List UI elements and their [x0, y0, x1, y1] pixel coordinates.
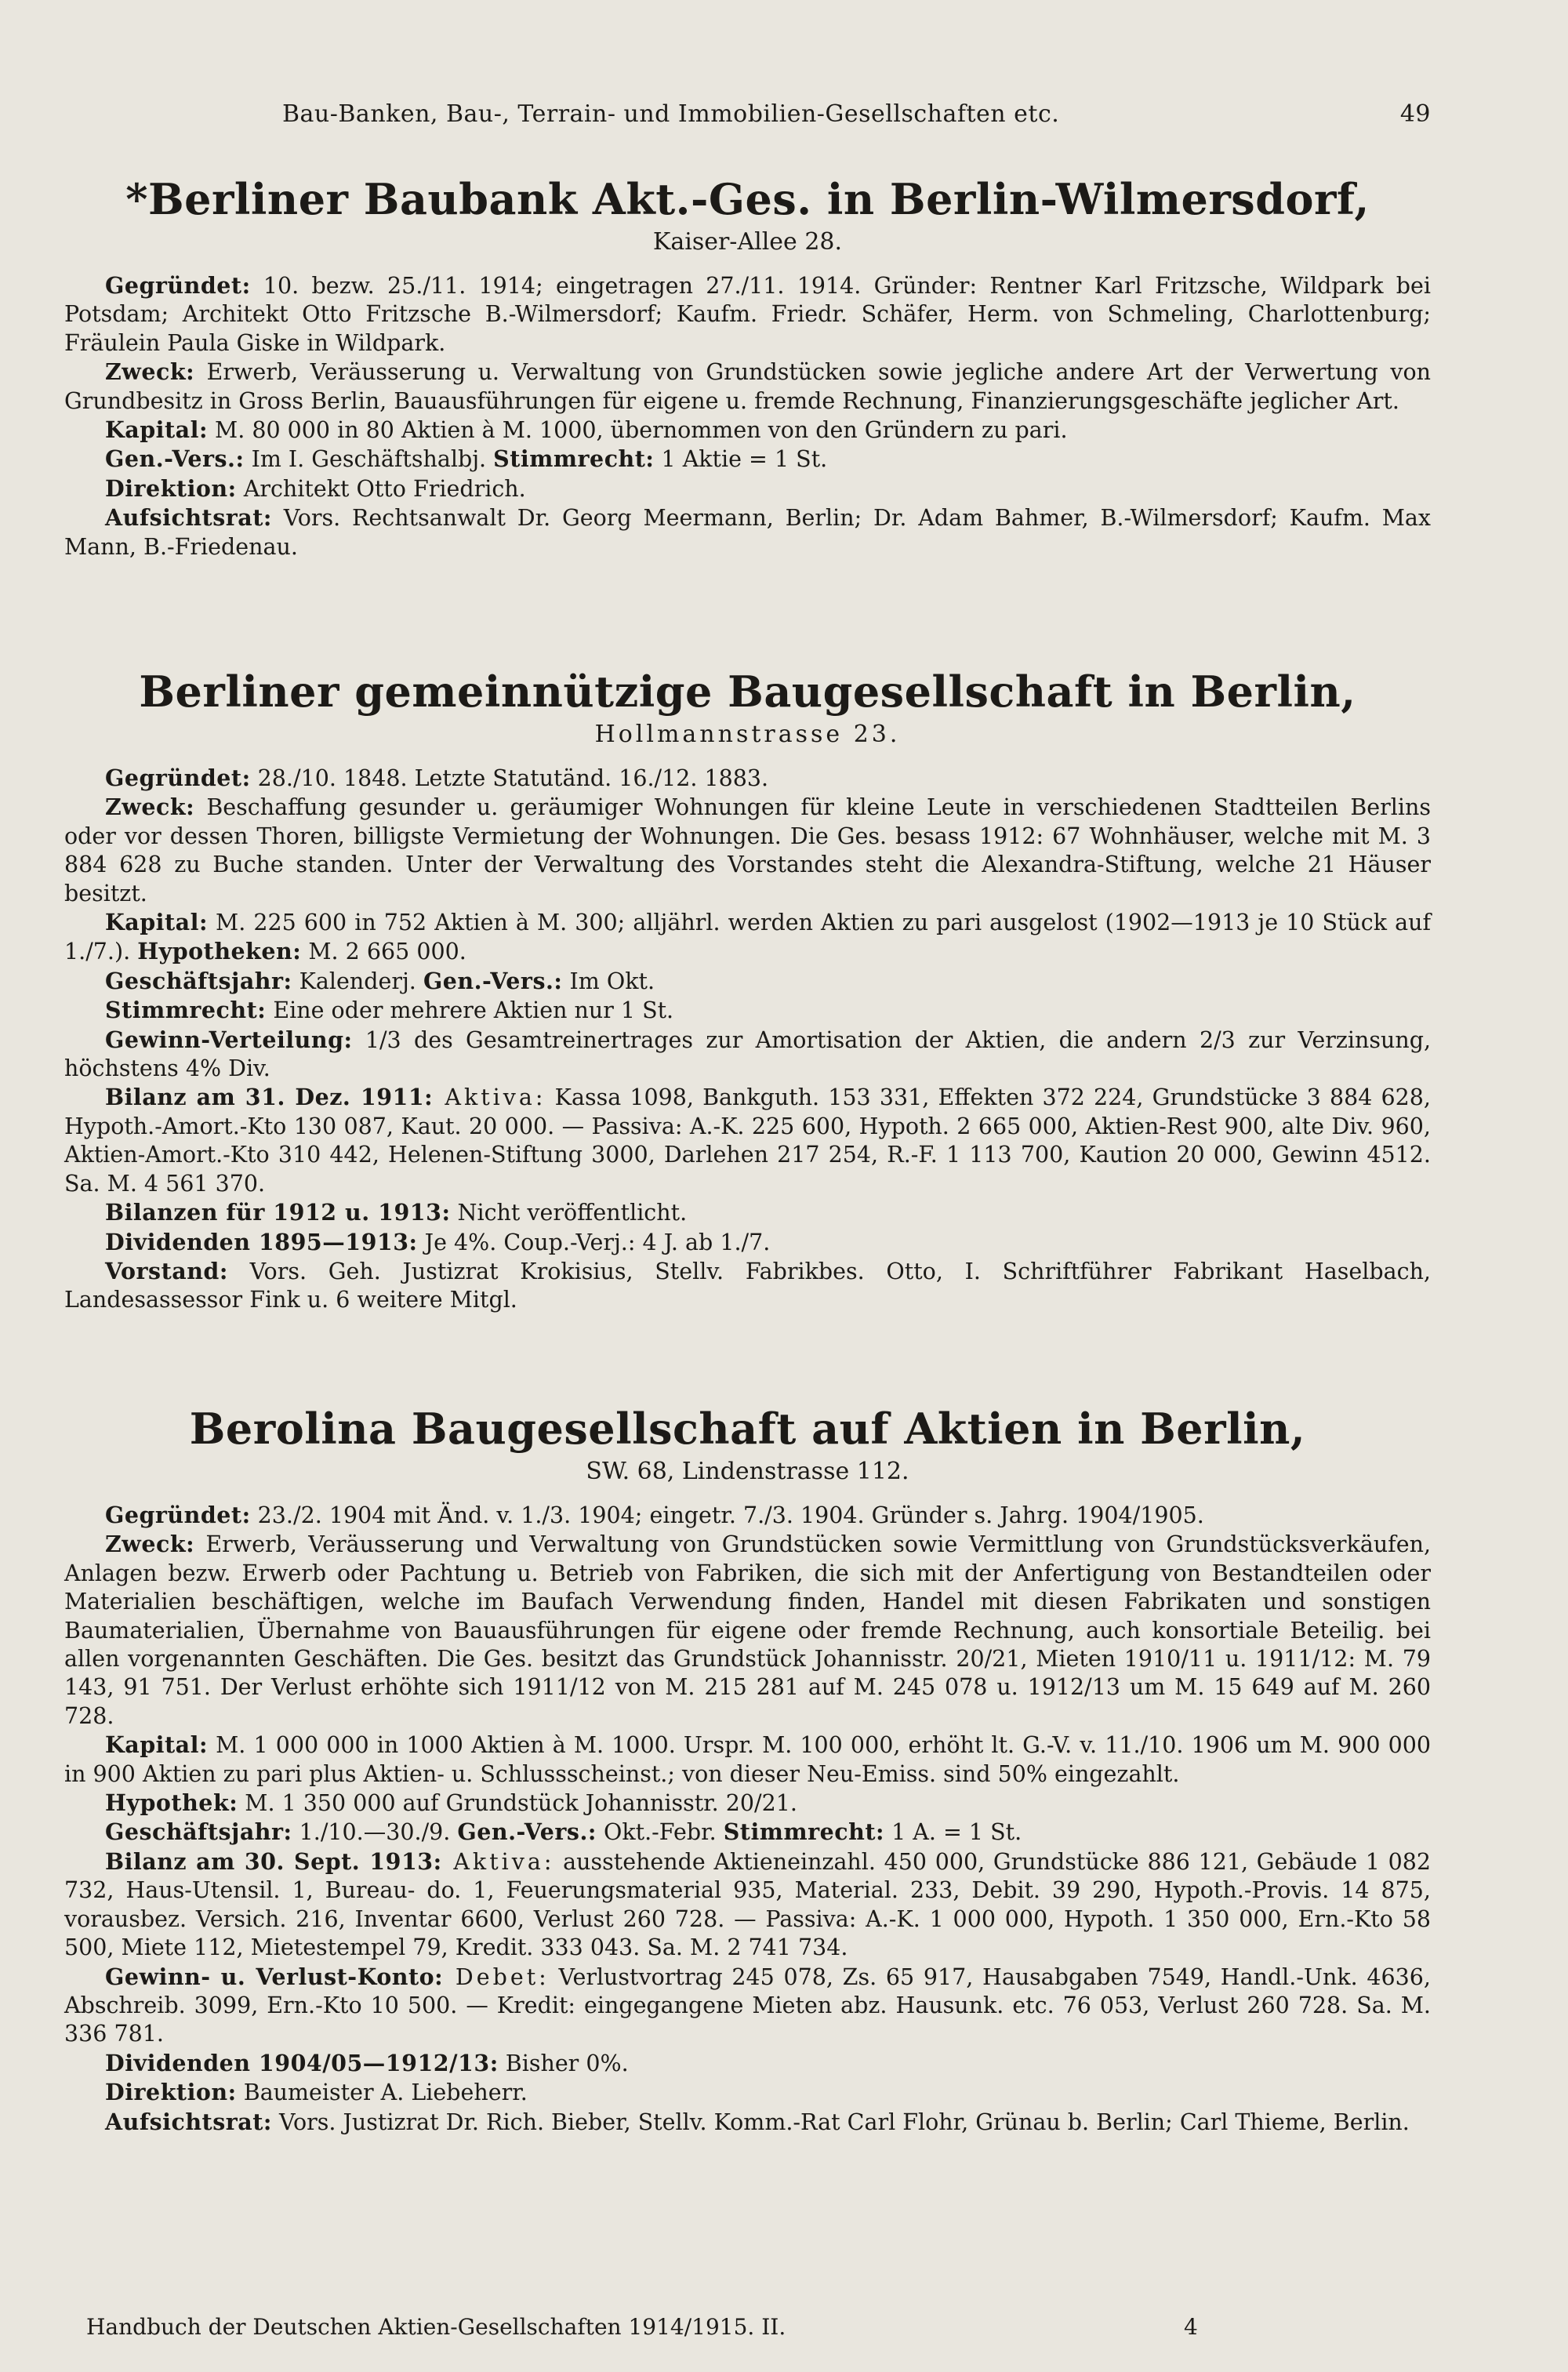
entry-paragraph: Zweck: Erwerb, Veräusserung und Verwaltung von Grundstücken sowie Vermittlung von Grundstücksverkäufen, Anlagen bezw. Erwerb oder Pachtung u. Betrieb von Fabriken, die sich mit der Anfertigung von Bestandteilen oder Materialien beschäftigen, welche im Baufach Verwendung finden, Handel mit diesen Fabrikaten und sonstigen Baumaterialien, Übernahme von Bauausführungen für eigene oder fremde Rechnung, auch konsortiale Beteilig. bei allen vorgenannten Geschäften. Die Ges. besitzt das Grundstück Johannisstr. 20/21, Mieten 1910/11 u. 1911/12: M. 79 143, 91 751. Der Verlust erhöhte sich 1911/12 von M. 215 281 auf M. 245 078 u. 1912/13 um M. 15 649 auf M. 260 728. [64, 1531, 1431, 1729]
entry-paragraph: Dividenden 1895—1913: Je 4%. Coup.-Verj.: 4 J. ab 1./7. [105, 1228, 771, 1255]
entry-paragraph: Kapital: M. 1 000 000 in 1000 Aktien à M. 1000. Urspr. M. 100 000, erhöht lt. G.-V. v. 11./10. 1906 um M. 900 000 in 900 Aktien zu pari plus Aktien- u. Schlussscheinst.; von dieser Neu-Emiss. sind 50% eingezahlt. [64, 1731, 1431, 1787]
company-address: Hollmannstrasse 23. [594, 721, 901, 748]
page-number: 49 [1399, 100, 1431, 128]
running-head [282, 100, 1431, 128]
company-address: Kaiser-Allee 28. [652, 228, 843, 256]
entry-paragraph: Gegründet: 10. bezw. 25./11. 1914; eingetragen 27./11. 1914. Gründer: Rentner Karl Fritzsche, Wildpark bei Potsdam; Architekt Otto Fritzsche B.-Wilmersdorf; Kaufm. Friedr. Schäfer, Herm. von Schmeling, Charlottenburg; Fräulein Paula Giske in Wildpark. [64, 272, 1431, 356]
entry-paragraph: Gewinn- u. Verlust-Konto: Debet: Verlustvortrag 245 078, Zs. 65 917, Hausabgaben 7549, Handl.-Unk. 4636, Abschreib. 3099, Ern.-Kto 10 500. — Kredit: eingegangene Mieten abz. Hausunk. etc. 76 053, Verlust 260 728. Sa. M. 336 781. [64, 1963, 1431, 2047]
entry-paragraph: Vorstand: Vors. Geh. Justizrat Krokisius, Stellv. Fabrikbes. Otto, I. Schriftführer Fabrikant Haselbach, Landesassessor Fink u. 6 weitere Mitgl. [64, 1257, 1431, 1313]
company-entry-berolina [64, 1404, 1431, 2137]
entry-paragraph: Gegründet: 23./2. 1904 mit Änd. v. 1./3. 1904; eingetr. 7./3. 1904. Gründer s. Jahrg. 1904/1905. [105, 1502, 1204, 1528]
entry-paragraph: Gen.-Vers.: Im I. Geschäftshalbj. Stimmrecht: 1 Aktie = 1 St. [105, 445, 828, 473]
entry-paragraph: Hypothek: M. 1 350 000 auf Grundstück Johannisstr. 20/21. [105, 1789, 797, 1817]
entry-paragraph: Zweck: Beschaffung gesunder u. geräumiger Wohnungen für kleine Leute in verschiedenen Stadtteilen Berlins oder vor dessen Thoren, billigste Vermietung der Wohnungen. Die Ges. besass 1912: 67 Wohnhäuser, welche mit M. 3 884 628 zu Buche standen. Unter der Verwaltung des Vorstandes steht die Alexandra-Stiftung, welche 21 Häuser besitzt. [64, 794, 1431, 906]
entry-paragraph: Kapital: M. 225 600 in 752 Aktien à M. 300; alljährl. werden Aktien zu pari ausgelost (1902—1913 je 10 Stück auf 1./7.). Hypotheken: M. 2 665 000. [64, 909, 1431, 965]
company-title: Berolina Baugesellschaft auf Aktien in Berlin, [189, 1404, 1306, 1454]
entry-paragraph: Stimmrecht: Eine oder mehrere Aktien nur 1 St. [105, 997, 674, 1024]
footer-title: Handbuch der Deutschen Aktien-Gesellschaften 1914/1915. II. [86, 2314, 786, 2340]
entry-paragraph: Bilanzen für 1912 u. 1913: Nicht veröffentlicht. [105, 1199, 688, 1226]
entry-paragraph: Gewinn-Verteilung: 1/3 des Gesamtreinertrages zur Amortisation der Aktien, die andern 2/3 zur Verzinsung, höchstens 4% Div. [64, 1026, 1431, 1082]
company-title: Berliner gemeinnützige Baugesellschaft in Berlin, [139, 667, 1356, 717]
entry-paragraph: Geschäftsjahr: Kalenderj. Gen.-Vers.: Im Okt. [105, 967, 655, 994]
entry-paragraph: Geschäftsjahr: 1./10.—30./9. Gen.-Vers.: Okt.-Febr. Stimmrecht: 1 A. = 1 St. [105, 1818, 1022, 1846]
entry-paragraph: Gegründet: 28./10. 1848. Letzte Statutänd. 16./12. 1883. [105, 765, 769, 791]
page-footer [86, 2313, 1431, 2341]
entry-paragraph: Aufsichtsrat: Vors. Rechtsanwalt Dr. Georg Meermann, Berlin; Dr. Adam Bahmer, B.-Wilmersdorf; Kaufm. Max Mann, B.-Friedenau. [64, 504, 1431, 560]
signature-mark: 4 [1184, 2314, 1198, 2340]
company-entry-berliner-baubank [64, 174, 1431, 561]
entry-paragraph: Direktion: Architekt Otto Friedrich. [105, 474, 526, 502]
entry-paragraph: Bilanz am 30. Sept. 1913: Aktiva: ausstehende Aktieneinzahl. 450 000, Grundstücke 886 121, Gebäude 1 082 732, Haus-Utensil. 1, Bureau- do. 1, Feuerungsmaterial 935, Material. 233, Debit. 39 290, Hypoth.-Provis. 14 875, vorausbez. Versich. 216, Inventar 6600, Verlust 260 728. — Passiva: A.-K. 1 000 000, Hypoth. 1 350 000, Ern.-Kto 58 500, Miete 112, Mietestempel 79, Kredit. 333 043. Sa. M. 2 741 734. [64, 1847, 1431, 1961]
entry-paragraph: Direktion: Baumeister A. Liebeherr. [105, 2079, 528, 2106]
company-entry-berliner-gemeinnuetzige [64, 667, 1431, 1315]
running-head-text: Bau-Banken, Bau-, Terrain- und Immobilien-Gesellschaften etc. [282, 100, 1060, 128]
entry-paragraph: Bilanz am 31. Dez. 1911: Aktiva: Kassa 1098, Bankguth. 153 331, Effekten 372 224, Grundstücke 3 884 628, Hypoth.-Amort.-Kto 130 087, Kaut. 20 000. — Passiva: A.-K. 225 600, Hypoth. 2 665 000, Aktien-Rest 900, alte Div. 960, Aktien-Amort.-Kto 310 442, Helenen-Stiftung 3000, Darlehen 217 254, R.-F. 1 113 700, Kaution 20 000, Gewinn 4512. Sa. M. 4 561 370. [64, 1084, 1431, 1197]
company-title: *Berliner Baubank Akt.-Ges. in Berlin-Wilmersdorf, [125, 174, 1370, 224]
entry-paragraph: Dividenden 1904/05—1912/13: Bisher 0%. [105, 2049, 629, 2076]
entry-paragraph: Zweck: Erwerb, Veräusserung u. Verwaltung von Grundstücken sowie jegliche andere Art der Verwertung von Grundbesitz in Gross Berlin, Bauausführungen für eigene u. fremde Rechnung, Finanzierungsgeschäfte jeglicher Art. [64, 358, 1431, 414]
entry-paragraph: Kapital: M. 80 000 in 80 Aktien à M. 1000, übernommen von den Gründern zu pari. [105, 416, 1068, 444]
company-address: SW. 68, Lindenstrasse 112. [586, 1458, 909, 1485]
entry-paragraph: Aufsichtsrat: Vors. Justizrat Dr. Rich. Bieber, Stellv. Komm.-Rat Carl Flohr, Grünau b. Berlin; Carl Thieme, Berlin. [105, 2108, 1410, 2135]
